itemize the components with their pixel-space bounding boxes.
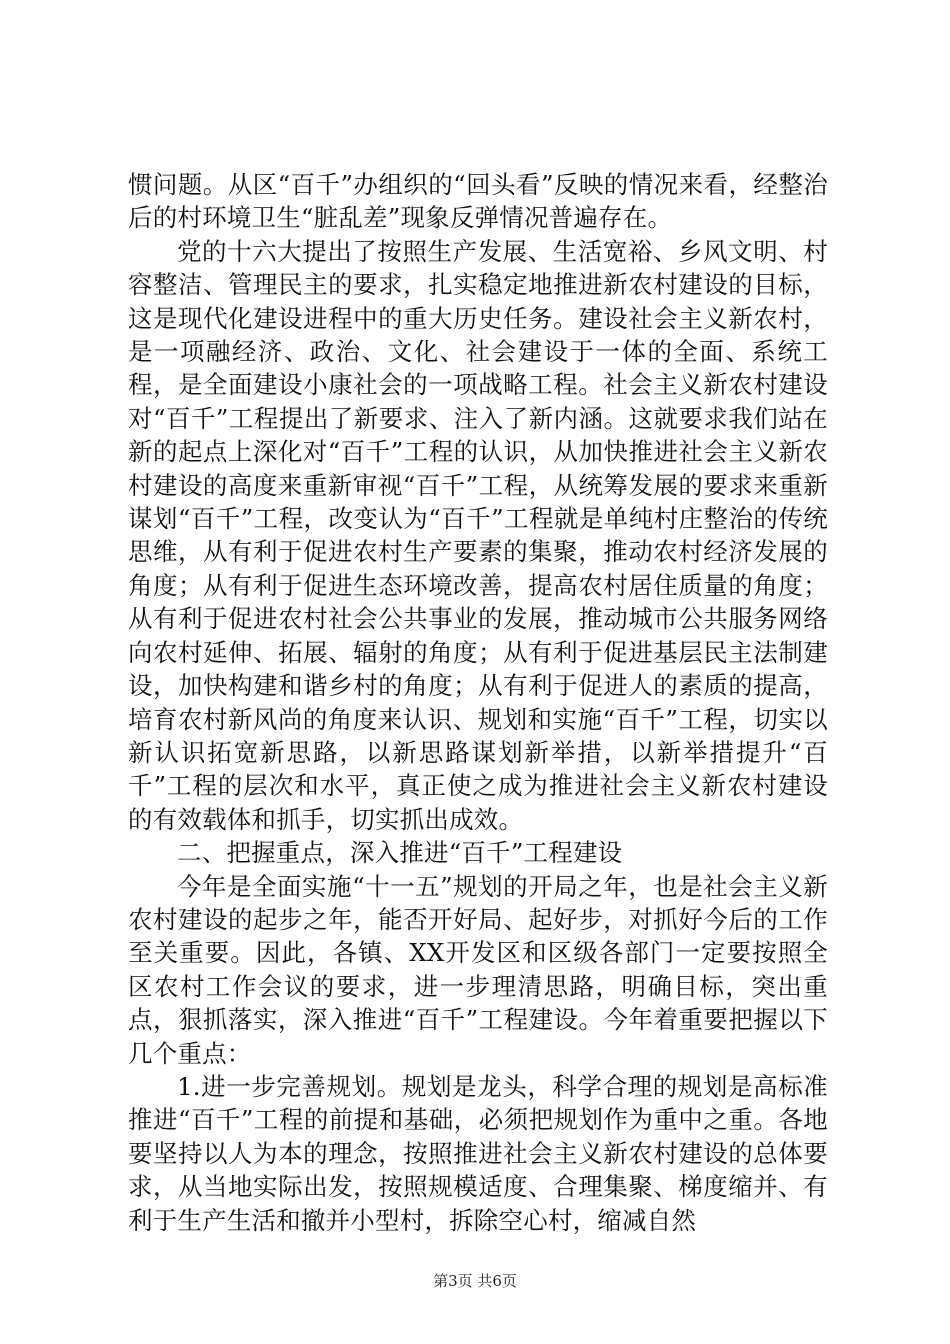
paragraph-1: 惯问题。从区“百千”办组织的“回头看”反映的情况来看，经整治后的村环境卫生“脏乱差”现象反弹情况普遍存在。 xyxy=(128,170,828,233)
section-heading: 二、把握重点，深入推进“百千”工程建设 xyxy=(177,838,623,868)
paragraph-3: 今年是全面实施“十一五”规划的开局之年，也是社会主义新农村建设的起步之年，能否开好局、起好步，对抓好今后的工作至关重要。因此，各镇、XX开发区和区级各部门一定要按照全区农村工作会议的要求，进一步理清思路，明确目标，突出重点，狠抓落实，深入推进“百千”工程建设。今年着重要把握以下几个重点： xyxy=(128,871,828,1068)
paragraph-4: 1.进一步完善规划。规划是龙头，科学合理的规划是高标准推进“百千”工程的前提和基础，必须把规划作为重中之重。各地要坚持以人为本的理念，按照推进社会主义新农村建设的总体要求，从当地实际出发，按照规模适度、合理集聚、梯度缩并、有利于生产生活和撤并小型村，拆除空心村，缩减自然 xyxy=(128,1071,828,1235)
page-number-footer: 第3页 共6页 xyxy=(433,1272,517,1290)
paragraph-2: 党的十六大提出了按照生产发展、生活宽裕、乡风文明、村容整洁、管理民主的要求，扎实稳定地推进新农村建设的目标，这是现代化建设进程中的重大历史任务。建设社会主义新农村，是一项融经济、政治、文化、社会建设于一体的全面、系统工程，是全面建设小康社会的一项战略工程。社会主义新农村建设对“百千”工程提出了新要求、注入了新内涵。这就要求我们站在新的起点上深化对“百千”工程的认识，从加快推进社会主义新农村建设的高度来重新审视“百千”工程，从统筹发展的要求来重新谋划“百千”工程，改变认为“百千”工程就是单纯村庄整治的传统思维，从有利于促进农村生产要素的集聚，推动农村经济发展的角度；从有利于促进生态环境改善，提高农村居住质量的角度；从有利于促进农村社会公共事业的发展，推动城市公共服务网络向农村延伸、拓展、辐射的角度；从有利于促进基层民主法制建设，加快构建和谐乡村的角度；从有利于促进人的素质的提高，培育农村新风尚的角度来认识、规划和实施“百千”工程，切实以新认识拓宽新思路，以新思路谋划新举措，以新举措提升“百千”工程的层次和水平，真正使之成为推进社会主义新农村建设的有效载体和抓手，切实抓出成效。 xyxy=(128,236,828,834)
document-body xyxy=(128,168,828,1237)
